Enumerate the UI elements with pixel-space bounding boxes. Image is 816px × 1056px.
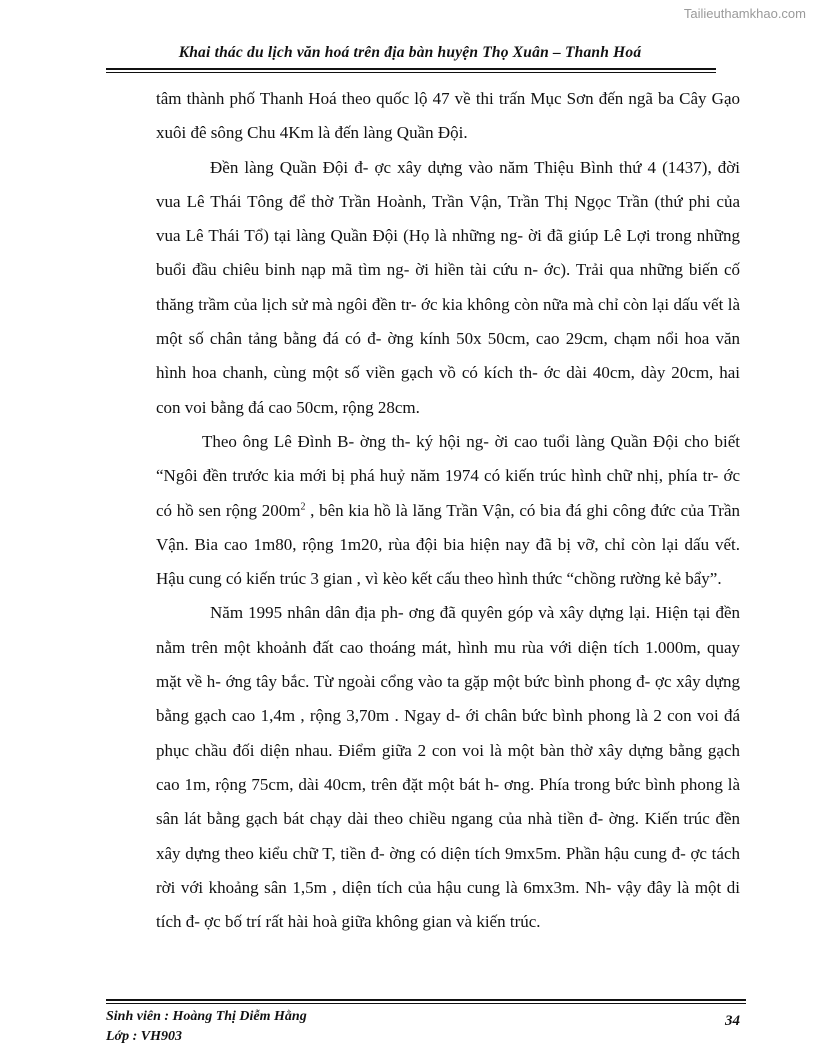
- superscript-2: 2: [300, 500, 306, 512]
- watermark-text: Tailieuthamkhao.com: [683, 6, 806, 21]
- header-rule-thin: [106, 72, 716, 73]
- paragraph-3-text-a: Theo ông Lê Đình B- ờng th- ký hội ng- ời cao tuổi làng Quần Đội cho biết “Ngôi đền trước kia mới bị phá huỷ năm 1974 có kiến trúc hình chữ nhị, phía tr- ớc có hồ sen rộng 200m: [156, 431, 740, 520]
- footer-student: Sinh viên : Hoàng Thị Diễm Hằng: [106, 1009, 307, 1024]
- footer-info: [106, 1007, 307, 1047]
- footer-rule-thin: [106, 1003, 746, 1004]
- paragraph-3: [156, 425, 740, 596]
- footer-rule-thick: [106, 999, 746, 1001]
- document-body: [156, 82, 740, 939]
- header-rule-thick: [106, 68, 716, 70]
- paragraph-1: tâm thành phố Thanh Hoá theo quốc lộ 47 về thi trấn Mục Sơn đến ngã ba Cây Gạo xuôi đê sông Chu 4Km là đến làng Quần Đội.: [156, 89, 740, 143]
- paragraph-2: Đền làng Quần Đội đ- ợc xây dựng vào năm Thiệu Bình thứ 4 (1437), đời vua Lê Thái Tông để thờ Trần Hoành, Trần Vận, Trần Thị Ngọc Trần (thứ phi của vua Lê Thái Tổ) tại làng Quần Đội (Họ là những ng- ời đã giúp Lê Lợi trong những buổi đầu chiêu binh nạp mã tìm ng- ời hiền tài cứu n- ớc). Trải qua những biến cố thăng trầm của lịch sử mà ngôi đền tr- ớc kia không còn nữa mà chỉ còn lại dấu vết là một số chân tảng bằng đá có đ- ờng kính 50x 50cm, cao 29cm, chạm nổi hoa văn hình hoa chanh, cùng một số viền gạch vồ có kích th- ớc dài 40cm, dày 20cm, hai con voi bằng đá cao 50cm, rộng 28cm.: [156, 157, 740, 417]
- paragraph-3-text-b: , bên kia hồ là lăng Trần Vận, có bia đá ghi công đức của Trần Vận. Bia cao 1m80, rộng 1m20, rùa đội bia hiện nay đã bị vỡ, chỉ còn lại dấu vết. Hậu cung có kiến trúc 3 gian , vì kèo kết cấu theo hình thức “chồng rường kẻ bẩy”.: [156, 500, 741, 589]
- page-number: 34: [725, 1013, 740, 1029]
- paragraph-4: Năm 1995 nhân dân địa ph- ơng đã quyên góp và xây dựng lại. Hiện tại đền nằm trên một khoảnh đất cao thoáng mát, hình mu rùa với diện tích 1.000m, quay mặt về h- ớng tây bắc. Từ ngoài cổng vào ta gặp một bức bình phong đ- ợc xây dựng bằng gạch cao 1,4m , rộng 3,70m . Ngay d- ới chân bức bình phong là 2 con voi đá phục chầu đối diện nhau. Điểm giữa 2 con voi là một bàn thờ xây dựng bằng gạch cao 1m, rộng 75cm, dài 40cm, trên đặt một bát h- ơng. Phía trong bức bình phong là sân lát bằng gạch bát chạy dài theo chiều ngang của nhà tiền đ- ờng. Kiến trúc đền xây dựng theo kiểu chữ T, tiền đ- ờng có diện tích 9mx5m. Phần hậu cung đ- ợc tách rời với khoảng sân 1,5m , diện tích của hậu cung là 6mx3m. Nh- vậy đây là một di tích đ- ợc bố trí rất hài hoà giữa không gian và kiến trúc.: [156, 603, 740, 932]
- page-header-title: Khai thác du lịch văn hoá trên địa bàn huyện Thọ Xuân – Thanh Hoá: [178, 44, 642, 61]
- footer-class: Lớp : VH903: [106, 1029, 182, 1044]
